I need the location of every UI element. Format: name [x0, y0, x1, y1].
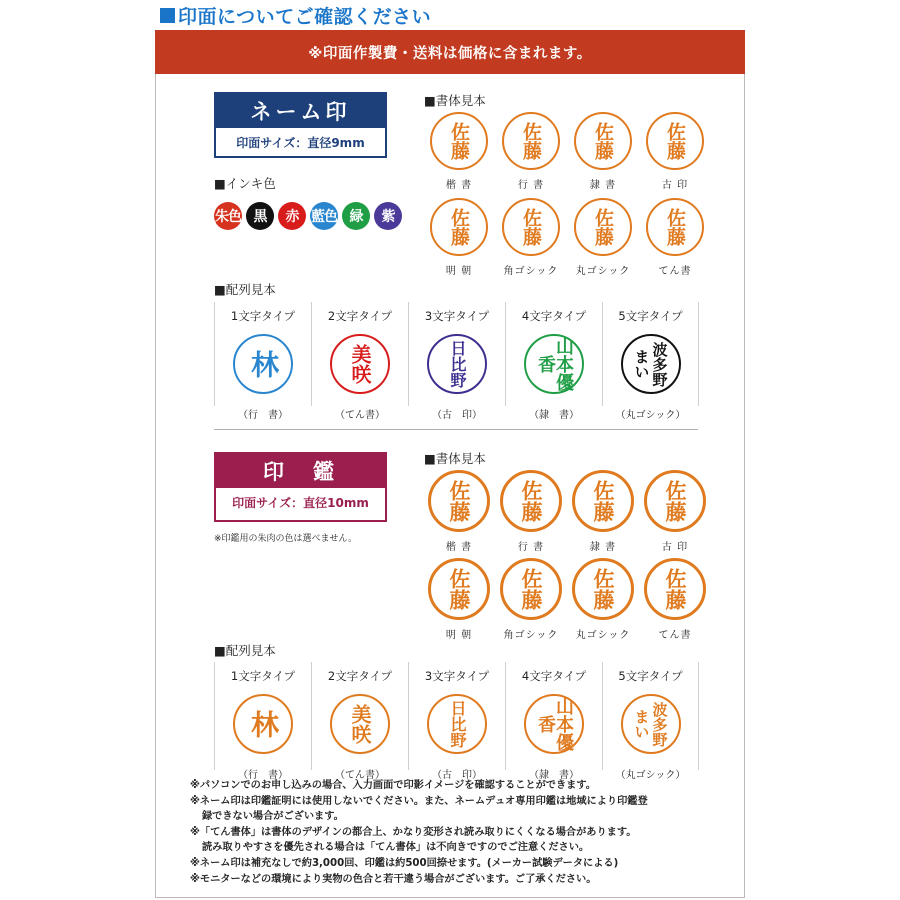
arrangement-font-label: （てん書） — [335, 770, 385, 781]
seal-impression: 佐藤 — [430, 198, 488, 256]
ink-color-heading: ■インキ色 — [214, 176, 276, 191]
arrangement-type-label: 1文字タイプ — [230, 669, 296, 683]
seal-impression: 佐藤 — [574, 198, 632, 256]
name-stamp-size: 印面サイズ：直径9mm — [236, 135, 365, 150]
seal-stamp-size: 印面サイズ：直径10mm — [232, 495, 369, 510]
arrangement-seal: 山本優香 — [524, 694, 584, 754]
font-name-label: 明 朝 — [445, 630, 473, 641]
font-name-label: 丸ゴシック — [575, 630, 631, 641]
arrangement-seal: 美咲 — [330, 694, 390, 754]
seal-impression: 佐藤 — [430, 112, 488, 170]
font-name-label: 角ゴシック — [503, 630, 559, 641]
arrangement-font-label: （てん書） — [335, 410, 385, 421]
arrangement-column — [214, 302, 311, 421]
font-name-label: 隷 書 — [589, 542, 617, 553]
font-name-label: 行 書 — [517, 542, 545, 553]
seal-impression: 佐藤 — [574, 112, 632, 170]
arrangement-column — [505, 662, 602, 781]
seal-impression: 佐藤 — [572, 558, 634, 620]
section-divider — [214, 429, 698, 430]
seal-impression: 佐藤 — [502, 112, 560, 170]
arrangement-type-label: 3文字タイプ — [424, 309, 490, 323]
page-heading — [160, 2, 431, 28]
arrangement-font-label: （隷 書） — [529, 410, 579, 421]
arrangement-type-label: 3文字タイプ — [424, 669, 490, 683]
seal-stamp-arrangement-table — [214, 662, 700, 781]
seal-impression: 佐藤 — [428, 558, 490, 620]
arrangement-heading: ■配列見本 — [214, 282, 276, 297]
font-sample-heading: ■書体見本 — [424, 93, 486, 108]
seal-impression: 佐藤 — [644, 470, 706, 532]
arrangement-column — [214, 662, 311, 781]
font-sample — [636, 470, 714, 553]
arrangement-type-label: 5文字タイプ — [618, 669, 683, 683]
seal-ink-note: ※印鑑用の朱肉の色は選べません。 — [214, 534, 358, 544]
font-name-label: 楷 書 — [445, 542, 473, 553]
arrangement-column — [408, 662, 505, 781]
arrangement-type-label: 1文字タイプ — [230, 309, 296, 323]
font-sample — [492, 198, 570, 277]
arrangement-font-label: （古 印） — [432, 770, 482, 781]
note-line: ※パソコンでのお申し込みの場合、入力画面で印影イメージを確認することができます。 — [190, 780, 596, 791]
arrangement-seal: 山本優香 — [524, 334, 584, 394]
square-bullet-icon — [160, 8, 175, 23]
font-sample — [420, 198, 498, 277]
font-sample — [420, 112, 498, 191]
arrangement-seal: 日比野 — [427, 694, 487, 754]
font-sample — [420, 470, 498, 553]
arrangement-column — [602, 662, 699, 781]
arrangement-font-label: （丸ゴシック） — [615, 770, 686, 781]
seal-impression: 佐藤 — [428, 470, 490, 532]
arrangement-type-label: 2文字タイプ — [327, 309, 393, 323]
note-line: 読み取りやすさを優先される場合は「てん書体」は不向きですのでご注意ください。 — [202, 842, 590, 854]
seal-impression: 佐藤 — [644, 558, 706, 620]
note-line: ※ネーム印は印鑑証明には使用しないでください。また、ネームデュオ専用印鑑は地域により印鑑登 — [190, 795, 648, 807]
font-name-label: 明 朝 — [445, 266, 473, 277]
font-sample — [636, 198, 714, 277]
notes-list — [190, 778, 730, 887]
font-name-label: 楷 書 — [445, 180, 473, 191]
arrangement-type-label: 4文字タイプ — [521, 309, 587, 323]
font-name-label: 隷 書 — [589, 180, 617, 191]
arrangement-column — [311, 662, 408, 781]
font-sample — [636, 558, 714, 641]
font-sample — [564, 470, 642, 553]
seal-stamp-badge — [214, 452, 387, 522]
font-name-label: 丸ゴシック — [575, 266, 631, 277]
note-line: ※モニターなどの環境により実物の色合と若干違う場合がございます。ご了承ください。 — [190, 873, 597, 885]
arrangement-seal: 林 — [233, 334, 293, 394]
name-stamp-font-grid — [420, 112, 720, 282]
ink-swatch: 朱色 — [214, 202, 242, 230]
font-sample — [492, 112, 570, 191]
arrangement-font-label: （隷 書） — [529, 770, 579, 781]
font-sample — [564, 558, 642, 641]
seal-impression: 佐藤 — [646, 198, 704, 256]
font-sample — [636, 112, 714, 191]
seal-impression: 佐藤 — [502, 198, 560, 256]
name-stamp-title: ネーム印 — [216, 94, 385, 128]
font-sample — [420, 558, 498, 641]
font-name-label: 角ゴシック — [503, 266, 559, 277]
arrangement-seal: 波多野まい — [621, 694, 681, 754]
ink-swatch: 緑 — [342, 202, 370, 230]
arrangement-type-label: 5文字タイプ — [618, 309, 683, 323]
seal-arrangement-heading: ■配列見本 — [214, 643, 276, 658]
arrangement-column — [311, 302, 408, 421]
arrangement-font-label: （古 印） — [432, 410, 482, 421]
name-stamp-arrangement-table — [214, 302, 700, 421]
arrangement-seal: 林 — [233, 694, 293, 754]
ink-swatch: 紫 — [374, 202, 402, 230]
font-name-label: てん書 — [658, 266, 692, 277]
font-sample — [492, 558, 570, 641]
note-line: 録できない場合がございます。 — [202, 811, 344, 823]
arrangement-column — [602, 302, 699, 421]
seal-impression: 佐藤 — [646, 112, 704, 170]
arrangement-type-label: 2文字タイプ — [327, 669, 393, 683]
seal-impression: 佐藤 — [572, 470, 634, 532]
name-stamp-badge — [214, 92, 387, 158]
font-sample — [492, 470, 570, 553]
arrangement-seal: 日比野 — [427, 334, 487, 394]
arrangement-seal: 美咲 — [330, 334, 390, 394]
font-sample — [564, 112, 642, 191]
ink-swatch: 赤 — [278, 202, 306, 230]
arrangement-seal: 波多野まい — [621, 334, 681, 394]
ink-swatch: 藍色 — [310, 202, 338, 230]
ink-color-swatches — [214, 202, 402, 230]
arrangement-font-label: （行 書） — [238, 410, 288, 421]
arrangement-column — [505, 302, 602, 421]
seal-impression: 佐藤 — [500, 470, 562, 532]
page-title: 印面についてご確認ください — [178, 5, 432, 28]
arrangement-type-label: 4文字タイプ — [521, 669, 587, 683]
ink-swatch: 黒 — [246, 202, 274, 230]
font-name-label: 行 書 — [517, 180, 545, 191]
seal-stamp-title: 印 鑑 — [216, 454, 385, 488]
arrangement-column — [408, 302, 505, 421]
seal-stamp-font-grid — [420, 470, 720, 642]
font-sample — [564, 198, 642, 277]
arrangement-font-label: （丸ゴシック） — [615, 410, 686, 421]
font-name-label: てん書 — [658, 630, 692, 641]
note-line: ※ネーム印は補充なしで約3,000回、印鑑は約500回捺せます。(メーカー試験データによる) — [190, 857, 619, 869]
note-line: ※「てん書体」は書体のデザインの都合上、かなり変形され読み取りにくくなる場合があります。 — [190, 826, 637, 838]
seal-impression: 佐藤 — [500, 558, 562, 620]
font-name-label: 古 印 — [661, 180, 689, 191]
arrangement-font-label: （行 書） — [238, 770, 288, 781]
price-banner: ※印面作製費・送料は価格に含まれます。 — [155, 30, 745, 74]
seal-font-sample-heading: ■書体見本 — [424, 451, 486, 466]
font-name-label: 古 印 — [661, 542, 689, 553]
